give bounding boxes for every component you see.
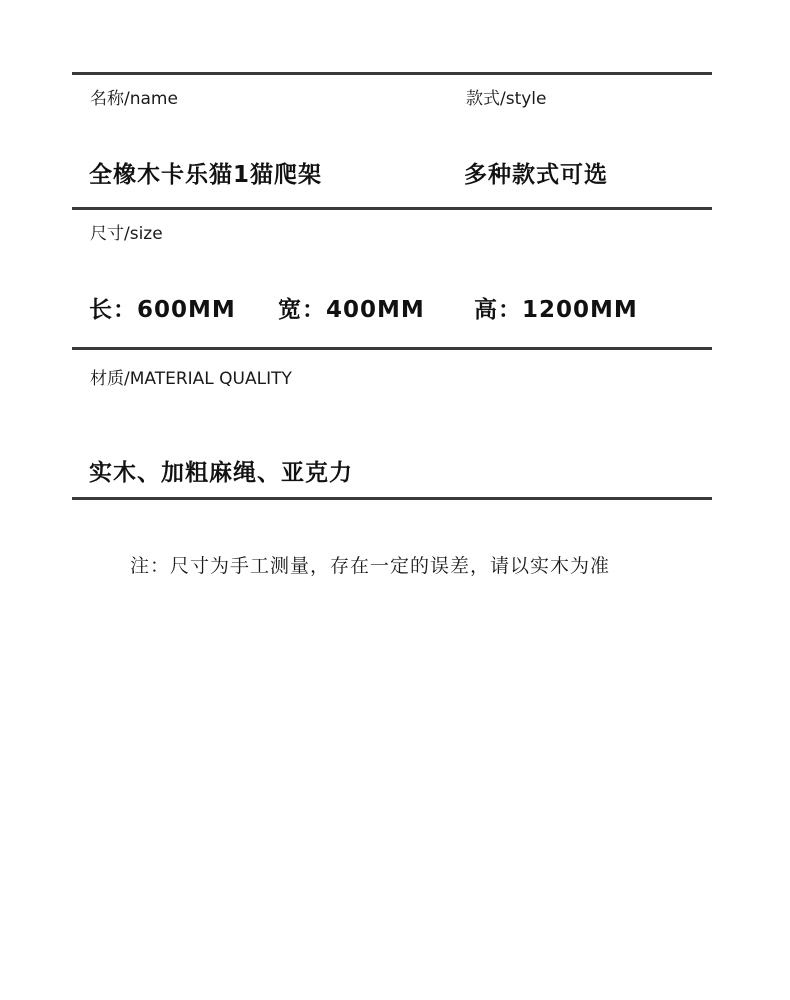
name-label: 名称/name [90,89,178,109]
divider-bottom [72,497,712,500]
measurement-note: 注：尺寸为手工测量，存在一定的误差，请以实木为准 [130,555,611,577]
size-length: 长：600MM [89,297,236,323]
divider-name-size [72,207,712,210]
divider-top [72,72,712,75]
product-name: 全橡木卡乐猫1猫爬架 [89,162,323,188]
style-value: 多种款式可选 [464,162,608,188]
divider-size-material [72,347,712,350]
size-label: 尺寸/size [90,224,163,244]
material-value: 实木、加粗麻绳、亚克力 [89,460,353,486]
material-label: 材质/MATERIAL QUALITY [90,369,292,389]
size-height: 高：1200MM [474,297,638,323]
style-label: 款式/style [466,89,547,109]
size-width: 宽：400MM [278,297,425,323]
